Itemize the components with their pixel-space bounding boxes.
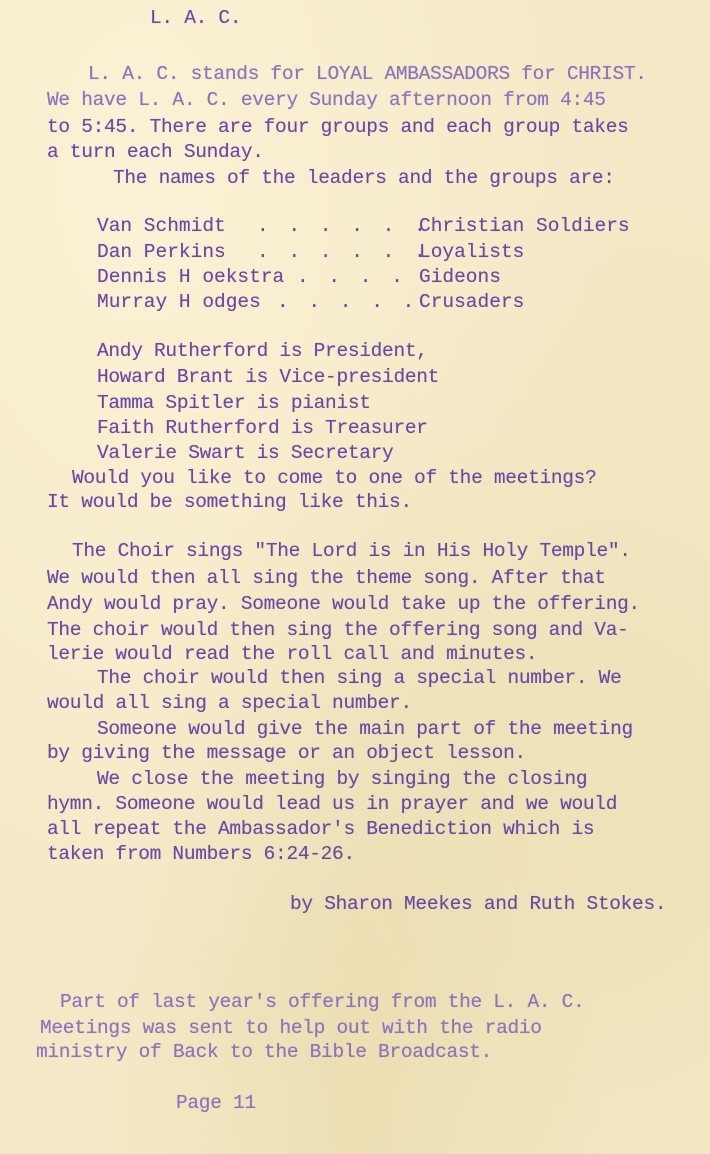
footnote-line: Meetings was sent to help out with the radio <box>40 1017 542 1039</box>
footnote-line: Part of last year's offering from the L. A. C. <box>60 991 585 1013</box>
meeting-line: lerie would read the roll call and minutes. <box>47 643 538 665</box>
byline: by Sharon Meekes and Ruth Stokes. <box>290 893 667 915</box>
officer-line: Tamma Spitler is pianist <box>97 392 371 414</box>
meeting-line: Andy would pray. Someone would take up the offering. <box>47 593 640 615</box>
page-title: L. A. C. <box>150 7 242 29</box>
meeting-line: The choir would then sing the offering song and Va- <box>47 619 629 641</box>
group-name: Crusaders <box>419 291 525 313</box>
group-leader-dots: . . . . . <box>277 291 419 313</box>
group-leader: Murray H odges <box>97 291 261 313</box>
page-number: Page 11 <box>176 1092 256 1114</box>
meeting-line: We would then all sing the theme song. After that <box>47 567 606 589</box>
meeting-line: We close the meeting by singing the closing <box>97 768 588 790</box>
meeting-line: would all sing a special number. <box>47 692 412 714</box>
group-name: Christian Soldiers <box>419 215 630 237</box>
invite-line-1: Would you like to come to one of the meetings? <box>72 467 597 489</box>
officer-line: Howard Brant is Vice-president <box>97 366 440 388</box>
group-leader: Dennis H oekstra <box>97 266 285 288</box>
meeting-line: all repeat the Ambassador's Benediction which is <box>47 818 595 840</box>
meeting-line: taken from Numbers 6:24-26. <box>47 843 355 865</box>
meeting-line: hymn. Someone would lead us in prayer and we would <box>47 793 618 815</box>
invite-line-2: It would be something like this. <box>47 491 412 513</box>
officer-line: Faith Rutherford is Treasurer <box>97 417 428 439</box>
meeting-line: The choir would then sing a special number. We <box>97 667 622 689</box>
footnote-line: ministry of Back to the Bible Broadcast. <box>36 1041 493 1063</box>
intro-line-2: We have L. A. C. every Sunday afternoon from 4:45 <box>47 89 606 111</box>
group-name: Gideons <box>419 266 501 288</box>
group-leader: Van Schmidt <box>97 215 226 237</box>
group-leader: Dan Perkins <box>97 241 226 263</box>
intro-line-1: L. A. C. stands for LOYAL AMBASSADORS for CHRIST. <box>88 63 647 85</box>
group-leader-dots: . . . . . . <box>257 241 430 263</box>
intro-line-4: a turn each Sunday. <box>47 141 264 163</box>
meeting-line: Someone would give the main part of the meeting <box>97 718 633 740</box>
officer-line: Andy Rutherford is President, <box>97 340 428 362</box>
group-leader-dots: . . . . . . <box>257 215 430 237</box>
officer-line: Valerie Swart is Secretary <box>97 442 394 464</box>
meeting-line: by giving the message or an object lesson. <box>47 742 526 764</box>
group-name: Loyalists <box>419 241 525 263</box>
intro-line-3: to 5:45. There are four groups and each group takes <box>47 116 629 138</box>
groups-intro: The names of the leaders and the groups are: <box>113 167 615 189</box>
meeting-line: The Choir sings "The Lord is in His Holy Temple". <box>72 540 631 562</box>
group-leader-dots: . . . . <box>297 266 407 288</box>
